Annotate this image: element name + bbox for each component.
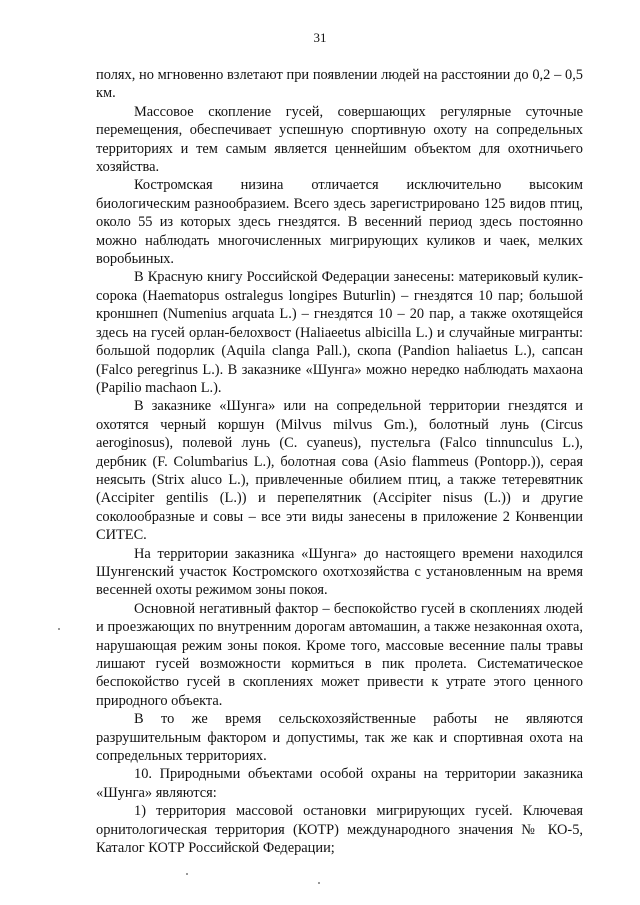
scan-speck — [58, 628, 60, 630]
paragraph-2: Массовое скопление гусей, совершающих регулярные суточные перемещения, обеспечивает успешную спортивную охоту на сопредельных территориях и тем самым является ценнейшим объектом для охотничьего хозяйства. — [96, 103, 583, 176]
scan-speck — [186, 873, 188, 875]
paragraph-5: В заказнике «Шунга» или на сопредельной территории гнездятся и охотятся черный коршун (Milvus milvus Gm.), болотный лунь (Circus aeroginosus), полевой лунь (C. cyaneus), пустельга (Falco tinnunculus L.), дербник (F. Columbarius L.), болотная сова (Asio flammeus (Pontopp.)), серая неясыть (Strix aluco L.), привлеченные обилием птиц, а также тетеревятник (Accipiter gentilis (L.)) и перепелятник (Accipiter nisus (L.)) и другие соколообразные и совы – все эти виды занесены в приложение 2 Конвенции СИТЕС. — [96, 398, 583, 544]
document-body — [96, 66, 583, 857]
paragraph-1: полях, но мгновенно взлетают при появлении людей на расстоянии до 0,2 – 0,5 км. — [96, 67, 583, 102]
paragraph-10: 1) территория массовой остановки мигрирующих гусей. Ключевая орнитологическая территория (КОТР) международного значения № КО-5, Каталог КОТР Российской Федерации; — [96, 803, 583, 857]
page-number: 31 — [313, 30, 327, 45]
paragraph-6: На территории заказника «Шунга» до настоящего времени находился Шунгенский участок Костромского охотхозяйства с установленным на время весенней охоты режимом зоны покоя. — [96, 545, 583, 599]
paragraph-7: Основной негативный фактор – беспокойство гусей в скоплениях людей и проезжающих по внутренним дорогам автомашин, а также незаконная охота, нарушающая режим зоны покоя. Кроме того, массовые весенние палы травы лишают гусей возможности кормиться в пик пролета. Систематическое беспокойство гусей в скоплениях может привести к утрате этого ценного природного объекта. — [96, 600, 583, 709]
paragraph-4: В Красную книгу Российской Федерации занесены: материковый кулик-сорока (Haematopus ostralegus longipes Buturlin) – гнездятся 10 пар; большой кроншнеп (Numenius arquata L.) – гнездятся 10 – 20 пар, а также охотящейся здесь на гусей орлан-белохвост (Haliaeetus albicilla L.) и случайные мигранты: большой подорлик (Aquila clanga Pall.), скопа (Pandion haliaetus L.), сапсан (Falco peregrinus L.). В заказнике «Шунга» можно нередко наблюдать махаона (Papilio machaon L.). — [96, 269, 583, 396]
paragraph-9: 10. Природными объектами особой охраны на территории заказника «Шунга» являются: — [96, 766, 583, 801]
paragraph-8: В то же время сельскохозяйственные работы не являются разрушительным фактором и допустимы, так же как и спортивная охота на сопредельных территориях. — [96, 711, 583, 765]
scan-speck — [318, 882, 320, 884]
paragraph-3: Костромская низина отличается исключительно высоким биологическим разнообразием. Всего здесь зарегистрировано 125 видов птиц, около 55 из которых здесь гнездятся. В весенний период здесь постоянно можно наблюдать многочисленных мигрирующих куликов и чаек, мелких воробьиных. — [96, 177, 583, 268]
